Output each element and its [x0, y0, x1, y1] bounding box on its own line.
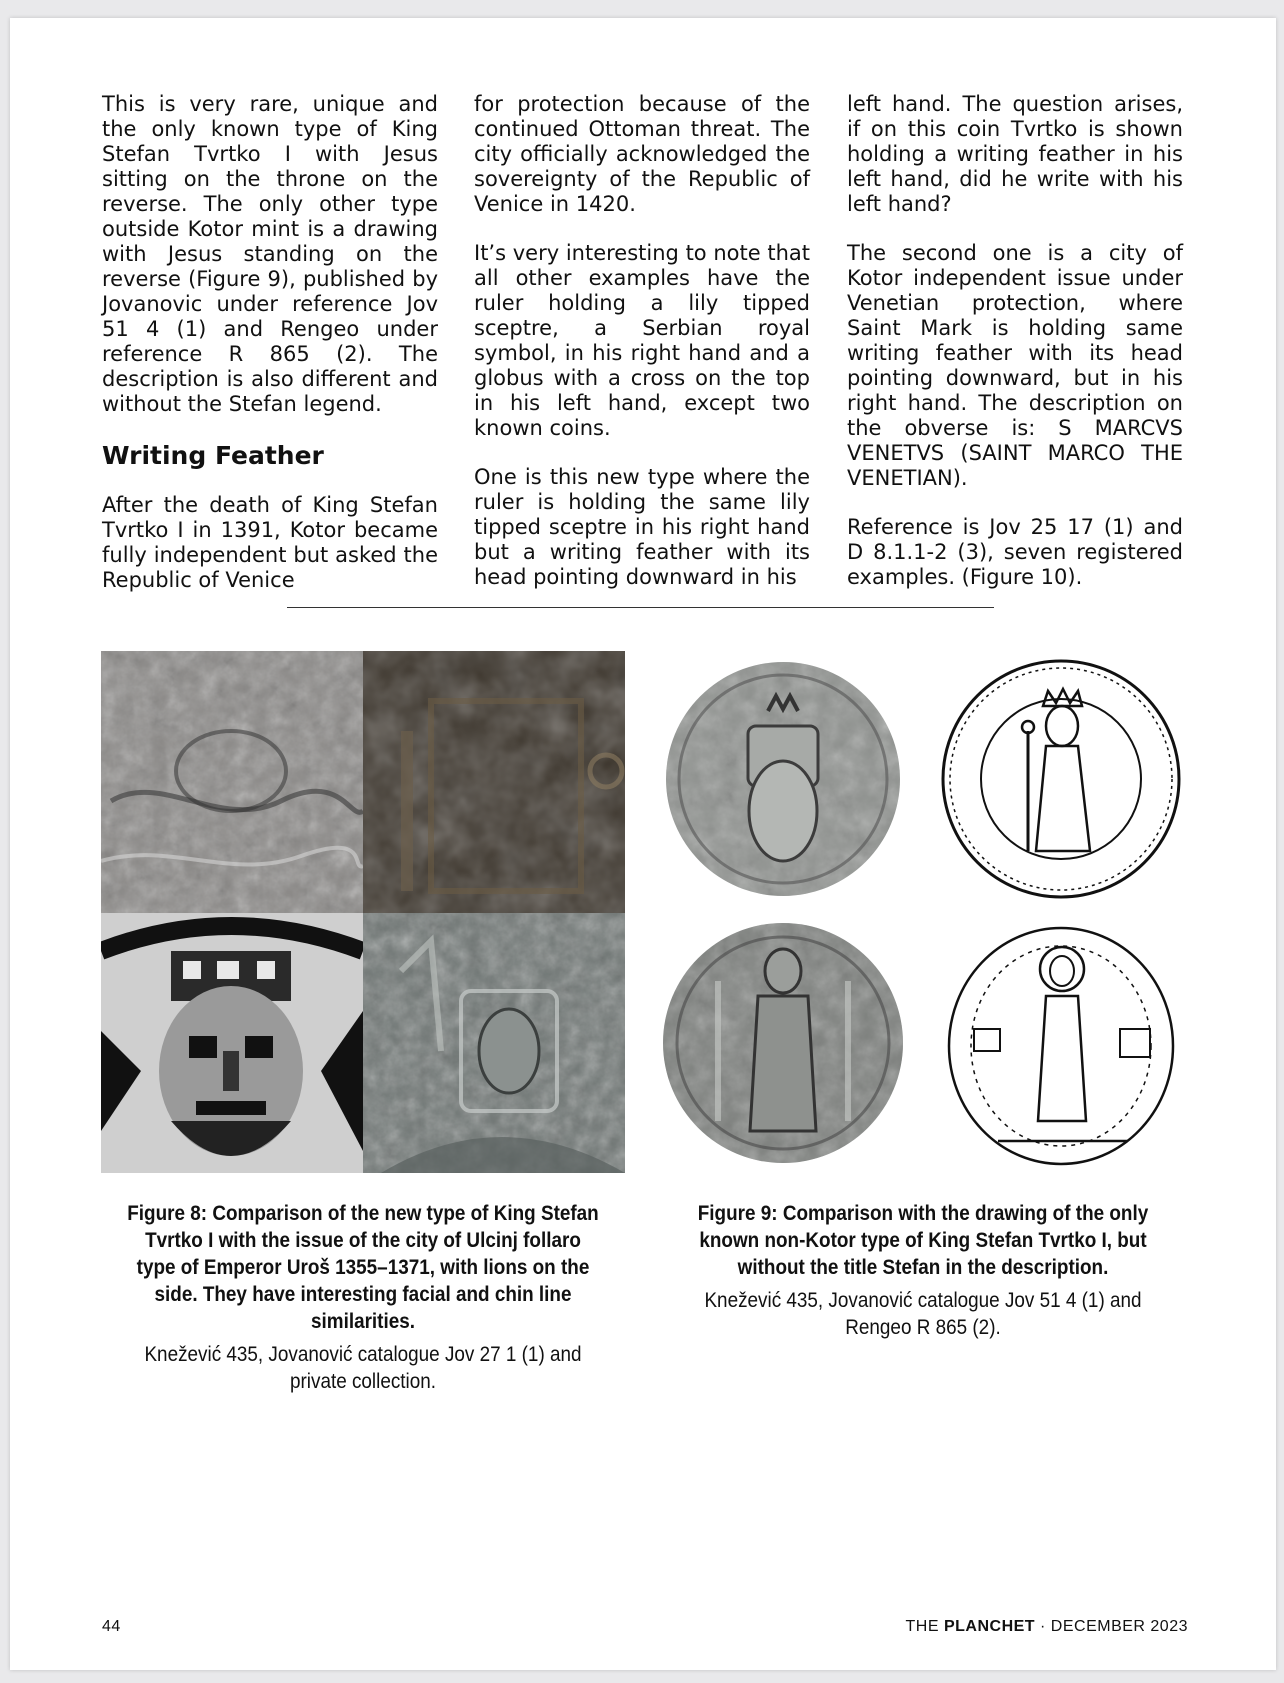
publication-prefix: THE [905, 1618, 944, 1635]
caption-reference: Knežević 435, Jovanović catalogue Jov 27 1 (1) and private collection. [144, 1343, 582, 1393]
separator: · [1035, 1618, 1051, 1635]
coin-drawing-reverse [949, 928, 1173, 1164]
text-column-1 [102, 92, 438, 617]
paragraph: for protection because of the continued Ottoman threat. The city officially acknowledged the sovereignty of the Republic of Venice in 1420. [474, 92, 810, 216]
crowned-head-drawing [101, 913, 363, 1173]
section-divider [287, 607, 994, 608]
figure-8-caption [101, 1200, 625, 1395]
magazine-page [10, 18, 1276, 1670]
publication-masthead [906, 1618, 1189, 1636]
paragraph: One is this new type where the ruler is holding the same lily tipped sceptre in his right hand but a writing feather with its head pointing downward in his [474, 465, 810, 589]
caption-title: Figure 8: Comparison of the new type of King Stefan Tvrtko I with the issue of the city of Ulcinj follaro type of Emperor Uroš 1355–1371, with lions on the side. They have interesting facial and chin line similarities. [127, 1202, 599, 1333]
caption-reference: Knežević 435, Jovanović catalogue Jov 51 4 (1) and Rengeo R 865 (2). [704, 1289, 1142, 1339]
figure-8-image [101, 651, 625, 1173]
page-number: 44 [102, 1618, 121, 1635]
paragraph: After the death of King Stefan Tvrtko I in 1391, Kotor became fully independent but asked the Republic of Venice [102, 493, 438, 592]
coin-closeup-top-right [363, 651, 625, 913]
text-column-2 [474, 92, 810, 614]
coin-closeup-top-left [101, 651, 363, 913]
caption-title: Figure 9: Comparison with the drawing of the only known non-Kotor type of King Stefan Tvrtko I, but without the title Stefan in the description. [697, 1202, 1149, 1279]
issue-date: DECEMBER 2023 [1050, 1618, 1188, 1635]
paragraph: left hand. The question arises, if on this coin Tvrtko is shown holding a writing feather in his left hand, did he write with his left hand? [847, 92, 1183, 216]
paragraph: The second one is a city of Kotor independent issue under Venetian protection, where Saint Mark is holding same writing feather with its head pointing downward, but in his right hand. The description on the obverse is: S MARCVS VENETVS (SAINT MARCO THE VENETIAN). [847, 241, 1183, 490]
coin-drawing-obverse [943, 661, 1179, 897]
figure-9-image [658, 651, 1192, 1173]
publication-name: PLANCHET [943, 1618, 1036, 1635]
paragraph: This is very rare, unique and the only known type of King Stefan Tvrtko I with Jesus sitting on the throne on the reverse. The only other type outside Kotor mint is a drawing with Jesus standing on the reverse (Figure 9), published by Jovanovic under reference Jov 51 4 (1) and Rengeo under reference R 865 (2). The description is also different and without the Stefan legend. [102, 92, 438, 416]
paragraph: Reference is Jov 25 17 (1) and D 8.1.1-2 (3), seven registered examples. (Figure 10). [847, 515, 1183, 589]
figure-9-caption [668, 1200, 1178, 1341]
section-heading: Writing Feather [102, 441, 324, 470]
coin-closeup-bottom-right [363, 913, 625, 1173]
paragraph: It’s very interesting to note that all other examples have the ruler holding a lily tipped sceptre, a Serbian royal symbol, in his right hand and a globus with a cross on the top in his left hand, except two known coins. [474, 241, 810, 440]
text-column-3 [847, 92, 1183, 614]
